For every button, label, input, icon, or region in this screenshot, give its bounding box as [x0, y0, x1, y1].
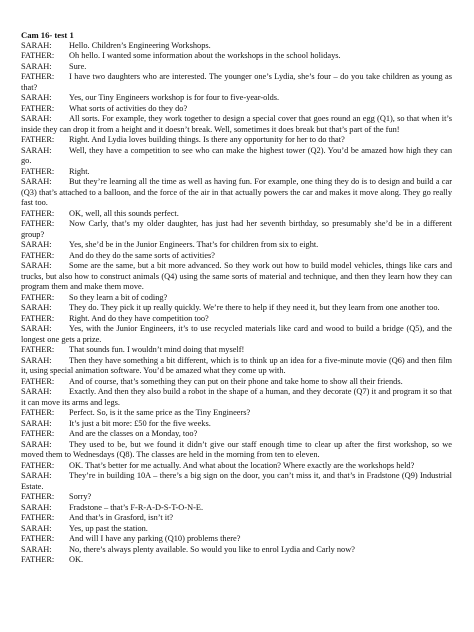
- dialogue-text: They do. They pick it up really quickly. We’re there to help if they need it, but they learn from one another too.: [69, 303, 440, 312]
- speaker-label: FATHER:: [21, 208, 55, 218]
- dialogue-text: Yes, with the Junior Engineers, it’s to use recycled materials like card and wood to build a bridge (Q5), and the longest one gets a prize.: [21, 324, 452, 344]
- dialogue-line: [21, 146, 452, 167]
- speaker-label: SARAH:: [21, 324, 52, 333]
- dialogue-text: Right. And Lydia loves building things. Is there any opportunity for her to do that?: [69, 135, 345, 144]
- dialogue-line: [21, 377, 452, 388]
- dialogue-text: Now Carly, that’s my older daughter, has just had her seventh birthday, so presumably she’d be in a different group?: [21, 219, 452, 239]
- dialogue-text: Hello. Children’s Engineering Workshops.: [69, 40, 211, 50]
- speaker-label: SARAH:: [21, 261, 52, 270]
- dialogue-line: [21, 545, 452, 556]
- speaker-label: SARAH:: [21, 544, 52, 554]
- dialogue-line: [21, 219, 452, 240]
- speaker-label: FATHER:: [21, 103, 55, 113]
- dialogue-text: Yes, she’d be in the Junior Engineers. That’s for children from six to eight.: [69, 240, 319, 249]
- dialogue-text: And of course, that’s something they can put on their phone and take home to show all their friends.: [69, 376, 403, 386]
- speaker-label: SARAH:: [21, 145, 52, 155]
- dialogue-line: [21, 93, 452, 104]
- dialogue-text: It’s just a bit more: £50 for the five weeks.: [69, 418, 211, 428]
- dialogue-text: OK. That’s better for me actually. And what about the location? Where exactly are the workshops held?: [69, 460, 415, 470]
- dialogue-line: [21, 534, 452, 545]
- speaker-label: FATHER:: [21, 51, 55, 60]
- dialogue-line: [21, 555, 452, 566]
- dialogue-line: [21, 513, 452, 524]
- speaker-label: FATHER:: [21, 292, 55, 302]
- dialogue-line: [21, 356, 452, 377]
- speaker-label: SARAH:: [21, 418, 52, 428]
- dialogue-line: [21, 240, 452, 251]
- dialogue-line: [21, 524, 452, 535]
- speaker-label: SARAH:: [21, 61, 52, 71]
- dialogue-text: Sure.: [69, 61, 87, 71]
- dialogue-line: [21, 419, 452, 430]
- dialogue-text: And that’s in Grasford, isn’t it?: [69, 513, 174, 522]
- dialogue-text: Perfect. So, is it the same price as the Tiny Engineers?: [69, 408, 251, 417]
- dialogue-text: And do they do the same sorts of activities?: [69, 250, 215, 260]
- dialogue-text: Well, they have a competition to see who can make the highest tower (Q2). You’d be amazed how high they can go.: [21, 145, 452, 165]
- dialogue-line: [21, 167, 452, 178]
- dialogue-line: [21, 471, 452, 492]
- speaker-label: SARAH:: [21, 523, 52, 533]
- dialogue-text: Sorry?: [69, 492, 92, 501]
- speaker-label: FATHER:: [21, 460, 55, 470]
- dialogue-line: [21, 345, 452, 356]
- dialogue-text: OK.: [69, 555, 84, 564]
- dialogue-line: [21, 41, 452, 52]
- dialogue-line: [21, 408, 452, 419]
- transcript-body: [21, 41, 452, 566]
- dialogue-text: I have two daughters who are interested. The younger one’s Lydia, she’s four – do you take children as young as that?: [21, 72, 452, 92]
- dialogue-text: Fradstone – that’s F-R-A-D-S-T-O-N-E.: [69, 502, 204, 512]
- speaker-label: FATHER:: [21, 219, 55, 228]
- dialogue-text: No, there’s always plenty available. So would you like to enrol Lydia and Carly now?: [69, 544, 355, 554]
- dialogue-text: So they learn a bit of coding?: [69, 292, 168, 302]
- speaker-label: FATHER:: [21, 72, 55, 81]
- dialogue-text: Then they have something a bit different, which is to think up an idea for a five-minute movie (Q6) and then film it, using special animation software. You’d be amazed what they come up with.: [21, 355, 452, 375]
- speaker-label: SARAH:: [21, 114, 52, 123]
- dialogue-line: [21, 135, 452, 146]
- dialogue-line: [21, 209, 452, 220]
- dialogue-text: Yes, up past the station.: [69, 523, 148, 533]
- dialogue-line: [21, 261, 452, 293]
- speaker-label: SARAH:: [21, 471, 52, 480]
- dialogue-text: Yes, our Tiny Engineers workshop is for four to five-year-olds.: [69, 93, 280, 102]
- dialogue-text: They’re in building 10A – there’s a big sign on the door, you can’t miss it, and that’s in Fradstone (Q9) Industrial Estate.: [21, 471, 452, 491]
- dialogue-text: Right.: [69, 166, 90, 176]
- speaker-label: SARAH:: [21, 240, 52, 249]
- speaker-label: FATHER:: [21, 166, 55, 176]
- dialogue-line: [21, 177, 452, 209]
- dialogue-text: Exactly. And then they also build a robot in the shape of a human, and they decorate (Q7) it and program it so that it can move its arms and legs.: [21, 387, 452, 407]
- speaker-label: FATHER:: [21, 534, 55, 543]
- speaker-label: FATHER:: [21, 492, 55, 501]
- dialogue-line: [21, 114, 452, 135]
- speaker-label: SARAH:: [21, 303, 52, 312]
- dialogue-line: [21, 492, 452, 503]
- dialogue-line: [21, 314, 452, 325]
- dialogue-text: Right. And do they have competition too?: [69, 313, 209, 323]
- dialogue-line: [21, 440, 452, 461]
- dialogue-text: But they’re learning all the time as well as having fun. For example, one thing they do is to design and build a car (Q3) that’s attached to a balloon, and the force of the air in that actually powers the car and makes it move along. They go really fast too.: [21, 177, 452, 207]
- speaker-label: FATHER:: [21, 408, 55, 417]
- dialogue-text: What sorts of activities do they do?: [69, 103, 188, 113]
- dialogue-line: [21, 429, 452, 440]
- speaker-label: FATHER:: [21, 376, 55, 386]
- speaker-label: SARAH:: [21, 355, 52, 365]
- speaker-label: FATHER:: [21, 135, 55, 144]
- speaker-label: SARAH:: [21, 177, 52, 186]
- speaker-label: FATHER:: [21, 555, 55, 564]
- speaker-label: FATHER:: [21, 345, 55, 354]
- speaker-label: FATHER:: [21, 429, 55, 438]
- dialogue-line: [21, 387, 452, 408]
- dialogue-text: They used to be, but we found it didn’t give our staff enough time to clear up after the first workshop, so we moved them to Wednesdays (Q8). The classes are held in the morning from ten to eleven.: [21, 439, 452, 459]
- speaker-label: SARAH:: [21, 502, 52, 512]
- document-title: Cam 16- test 1: [21, 30, 74, 40]
- dialogue-line: [21, 503, 452, 514]
- dialogue-text: Oh hello. I wanted some information about the workshops in the school holidays.: [69, 51, 341, 60]
- speaker-label: SARAH:: [21, 439, 52, 449]
- dialogue-text: All sorts. For example, they work together to design a special cover that goes round an egg (Q1), so that when it’s inside they can drop it from a height and it doesn’t break. Well, sometimes it does break but that’s part of the fun!: [21, 114, 452, 134]
- speaker-label: SARAH:: [21, 40, 52, 50]
- dialogue-text: Some are the same, but a bit more advanced. So they work out how to build model vehicles, things like cars and trucks, but also how to construct animals (Q4) using the same sorts of material and technique, and then they learn how they can program them and make them move.: [21, 261, 452, 291]
- dialogue-line: [21, 303, 452, 314]
- speaker-label: FATHER:: [21, 250, 55, 260]
- speaker-label: FATHER:: [21, 313, 55, 323]
- dialogue-line: [21, 72, 452, 93]
- dialogue-line: [21, 62, 452, 73]
- speaker-label: FATHER:: [21, 513, 55, 522]
- speaker-label: SARAH:: [21, 387, 52, 396]
- dialogue-line: [21, 51, 452, 62]
- dialogue-line: [21, 461, 452, 472]
- dialogue-text: OK, well, all this sounds perfect.: [69, 208, 179, 218]
- dialogue-text: That sounds fun. I wouldn’t mind doing that myself!: [69, 345, 245, 354]
- speaker-label: SARAH:: [21, 93, 52, 102]
- dialogue-text: And will I have any parking (Q10) problems there?: [69, 534, 241, 543]
- dialogue-line: [21, 104, 452, 115]
- dialogue-text: And are the classes on a Monday, too?: [69, 429, 198, 438]
- dialogue-line: [21, 293, 452, 304]
- dialogue-line: [21, 251, 452, 262]
- dialogue-line: [21, 324, 452, 345]
